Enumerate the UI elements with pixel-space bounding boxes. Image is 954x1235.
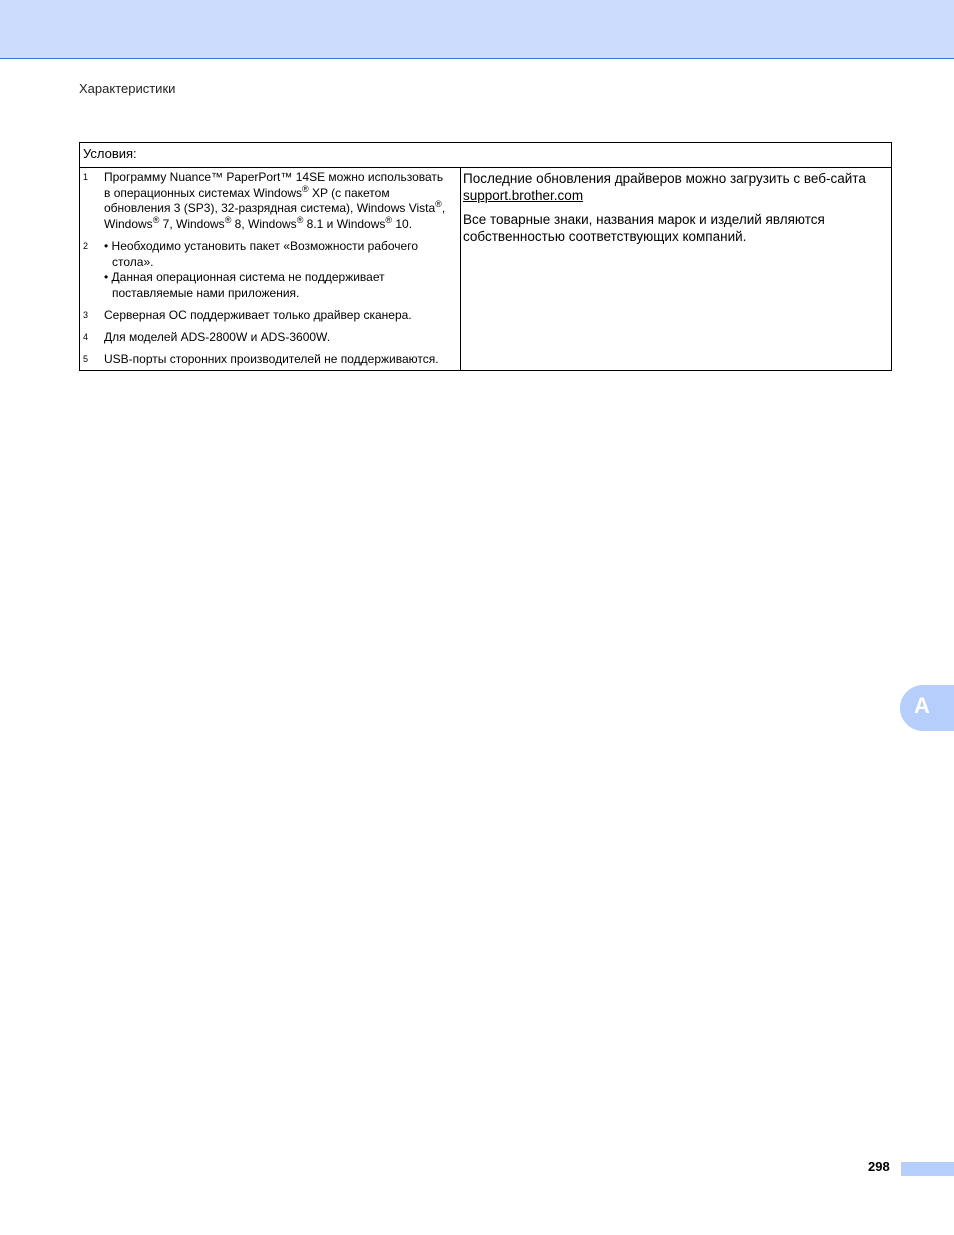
footnote-bullet: • Данная операционная система не поддерживает поставляемые нами приложения.: [104, 270, 385, 300]
footnote-text: Для моделей ADS-2800W и ADS-3600W.: [104, 330, 331, 344]
info-column: [461, 168, 891, 370]
footnote-bullet: • Необходимо установить пакет «Возможности рабочего стола».: [104, 239, 418, 269]
footnote-line: обновления 3 (SP3), 32-разрядная система), Windows Vista®,: [104, 199, 446, 215]
conditions-header: [80, 143, 891, 168]
running-title: Характеристики: [79, 81, 176, 96]
footnote-text: [104, 239, 458, 301]
page-number-bar: [901, 1162, 954, 1176]
page-number: 298: [868, 1159, 890, 1174]
footnotes-column: [80, 168, 461, 370]
footnote-text: [104, 170, 458, 232]
footnote-line: Windows® 7, Windows® 8, Windows® 8.1 и Windows® 10.: [104, 214, 413, 231]
header-band: [0, 0, 954, 59]
footnote-text: Серверная ОС поддерживает только драйвер сканера.: [104, 308, 412, 322]
footnote-number: 5: [83, 354, 89, 364]
appendix-tab: [900, 685, 954, 731]
trademarks-paragraph: Все товарные знаки, названия марок и изделий являются собственностью соответствующих компаний.: [463, 212, 825, 244]
support-link[interactable]: support.brother.com: [463, 188, 584, 203]
driver-updates-text: Последние обновления драйверов можно загрузить с веб-сайта: [463, 171, 866, 186]
footnote-text: USB-порты сторонних производителей не поддерживаются.: [104, 352, 439, 366]
footnote-number: 3: [83, 310, 89, 320]
footnote-line: Программу Nuance™ PaperPort™ 14SE можно использовать: [104, 170, 444, 184]
driver-updates-paragraph: [463, 170, 889, 204]
footnote-number: 4: [83, 332, 89, 342]
conditions-table: [79, 142, 892, 371]
appendix-tab-label: A: [914, 693, 930, 718]
footnote-line: в операционных системах Windows® XP (с пакетом: [104, 183, 390, 200]
conditions-heading: Условия:: [83, 146, 137, 161]
footnote-number: 1: [83, 172, 89, 182]
footnote-number: 2: [83, 241, 89, 251]
